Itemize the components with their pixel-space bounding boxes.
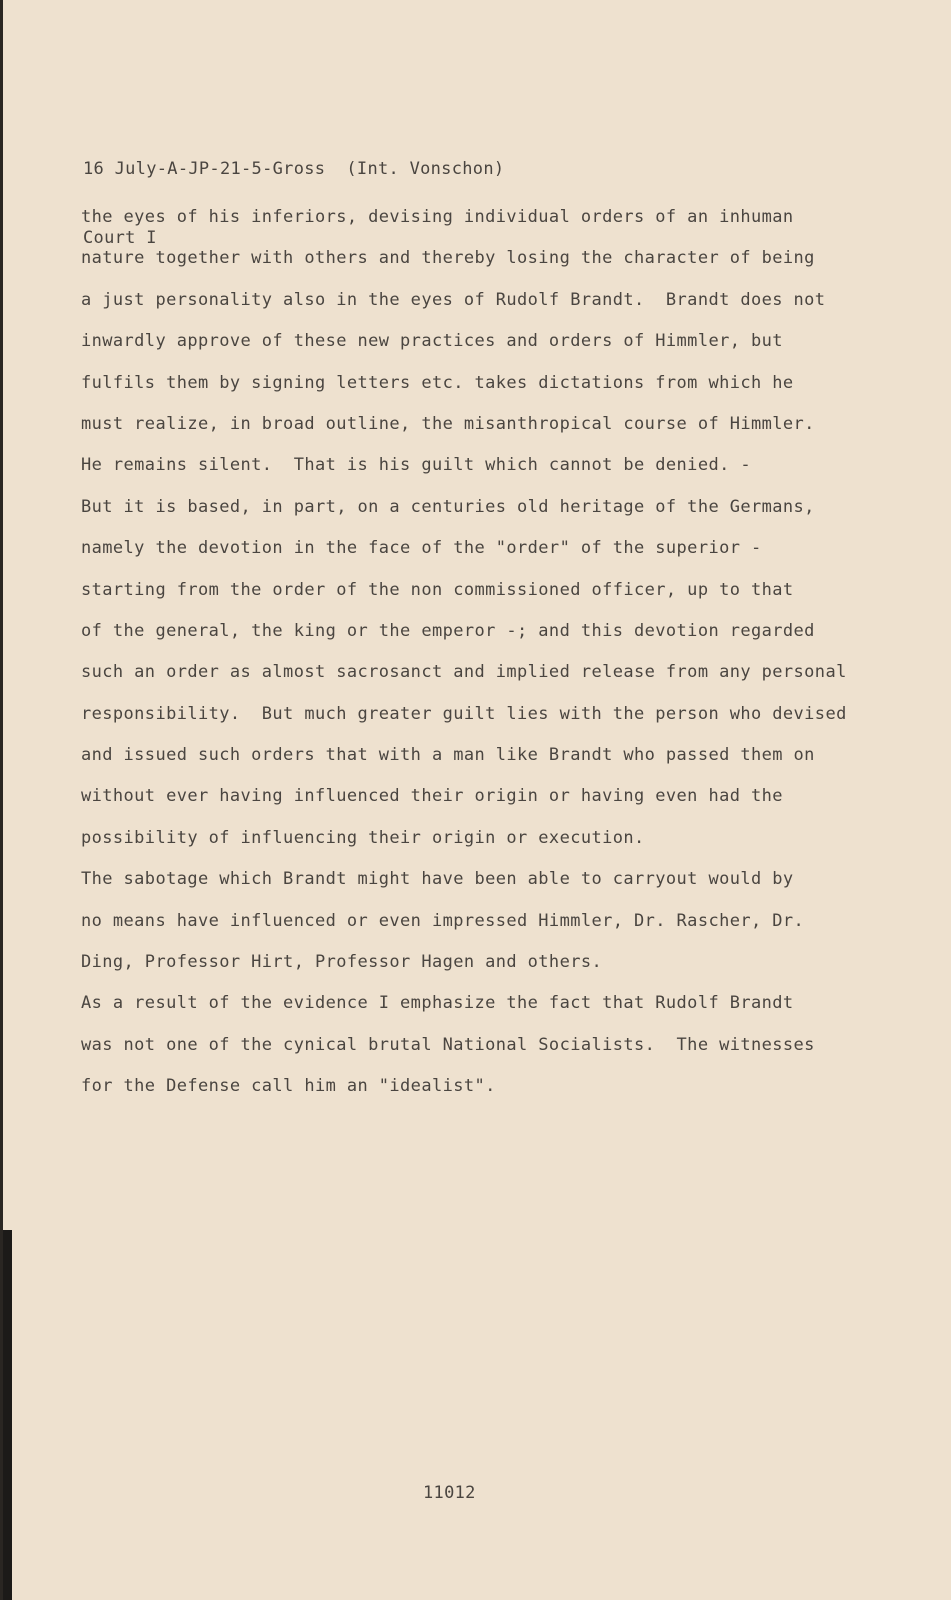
body-line: for the Defense call him an "idealist". [81,1076,496,1097]
document-body [81,204,931,1115]
body-line: responsibility. But much greater guilt lies with the person who devised [81,703,847,724]
body-line: was not one of the cynical brutal National Socialists. The witnesses [81,1034,815,1055]
body-line: inwardly approve of these new practices and orders of Himmler, but [81,331,783,352]
body-line: possibility of influencing their origin or execution. [81,827,645,848]
page-number: 11012 [423,1483,476,1503]
body-line: of the general, the king or the emperor -; and this devotion regarded [81,620,815,641]
body-line: namely the devotion in the face of the "order" of the superior - [81,538,762,559]
body-line: The sabotage which Brandt might have been able to carryout would by [81,869,794,890]
body-line: and issued such orders that with a man like Brandt who passed them on [81,745,815,766]
body-line: starting from the order of the non commissioned officer, up to that [81,579,794,600]
header-court-line: Court I [83,228,157,248]
body-line: nature together with others and thereby losing the character of being [81,248,815,269]
body-line: Ding, Professor Hirt, Professor Hagen and others. [81,952,603,973]
body-line: such an order as almost sacrosanct and implied release from any personal [81,662,847,683]
header-reference-line: 16 July-A-JP-21-5-Gross (Int. Vonschon) [83,159,505,179]
body-line: must realize, in broad outline, the misanthropical course of Himmler. [81,413,815,434]
body-line: a just personality also in the eyes of Rudolf Brandt. Brandt does not [81,289,826,310]
body-line: the eyes of his inferiors, devising individual orders of an inhuman [81,207,794,227]
body-line: He remains silent. That is his guilt which cannot be denied. - [81,455,751,476]
body-line: without ever having influenced their origin or having even had the [81,786,783,807]
body-line: But it is based, in part, on a centuries old heritage of the Germans, [81,496,815,517]
body-line: As a result of the evidence I emphasize the fact that Rudolf Brandt [81,993,794,1014]
body-line: no means have influenced or even impressed Himmler, Dr. Rascher, Dr. [81,910,805,931]
body-line: fulfils them by signing letters etc. takes dictations from which he [81,372,794,393]
